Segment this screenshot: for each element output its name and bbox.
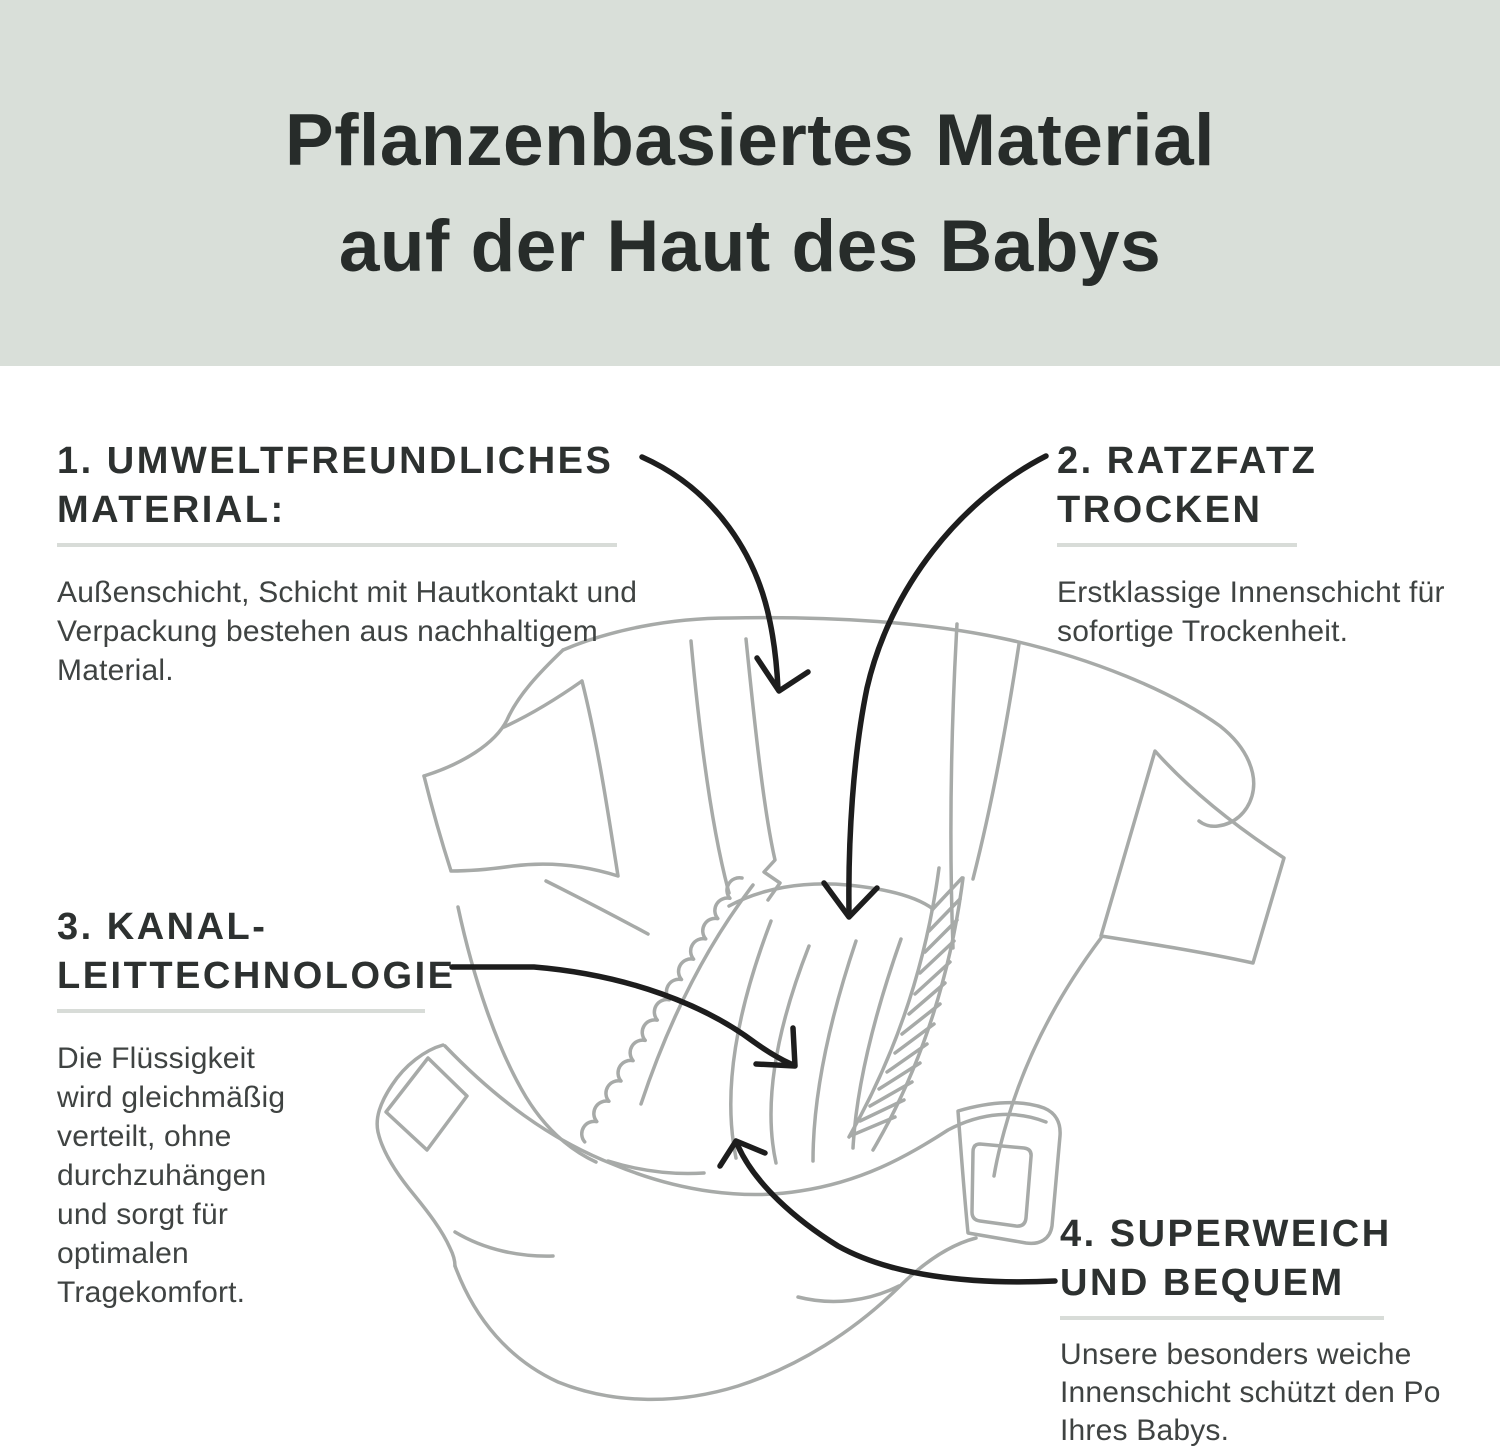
page-title-line-1: Pflanzenbasiertes Material [285,100,1215,181]
waistband-seam-right-a [951,624,957,948]
annotation-heading-line-2: LEITTECHNOLOGIE [57,955,456,997]
left-ruffle-scallops [582,878,742,1142]
page-title-line-2: auf der Haut des Babys [338,206,1162,287]
annotation-divider [57,543,617,547]
annotation-heading [57,903,456,1001]
right-fastener-tab [1101,751,1284,963]
annotation-heading-line-1: 3. KANAL- [57,906,268,948]
front-panel-top-edge [445,1046,1046,1195]
annotation-eco-material [57,437,657,690]
annotation-heading-line-2: UND BEQUEM [1060,1262,1345,1304]
annotation-heading [57,437,657,535]
callout-arrow-1-head [757,658,808,691]
waistband-seam-left-a [691,641,729,893]
annotation-divider [1060,1316,1384,1320]
waistband-seam-right-b [973,644,1019,879]
callout-arrow-2 [849,456,1046,914]
annotation-channel-technology [57,903,456,1312]
callout-arrow-1 [642,457,778,689]
annotation-divider [1057,543,1297,547]
core-channel-3 [813,941,856,1161]
callout-arrow-4 [738,1146,1055,1282]
front-right-tab-inner [972,1144,1031,1226]
right-cuff-inner-edge [849,868,939,1137]
front-panel-bottom-edge [455,1238,976,1399]
annotation-heading-line-2: MATERIAL: [57,489,286,531]
left-leg-edge [458,907,596,1162]
bottom-left-flap [377,1045,455,1266]
annotation-body: Die Flüssigkeit wird gleichmäßig verteilt, ohne durchzuhängen und sorgt für optimalen Tragekomfort. [57,1042,286,1309]
annotation-heading [1057,437,1462,535]
bottom-left-flap-patch [386,1058,467,1150]
right-leg-edge [994,938,1101,1176]
annotation-body: Unsere besonders weiche Innenschicht schützt den Po Ihres Babys. [1060,1338,1441,1447]
left-fastener-tab [424,681,618,876]
waistband-left-lobe-bottom [546,881,648,934]
annotation-heading-line-2: TROCKEN [1057,489,1263,531]
annotation-body: Erstklassige Innenschicht für sofortige Trockenheit. [1057,576,1445,648]
annotation-heading-line-1: 1. UMWELTFREUNDLICHES [57,440,614,482]
front-panel-crease-left [455,1232,553,1256]
annotation-quick-dry [1057,437,1462,651]
annotation-heading-line-1: 2. RATZFATZ [1057,440,1318,482]
annotation-heading [1060,1210,1455,1308]
annotation-divider [57,1009,425,1013]
annotation-soft-comfort [1060,1210,1455,1448]
annotation-body: Außenschicht, Schicht mit Hautkontakt und Verpackung bestehen aus nachhaltigem Material. [57,576,638,687]
annotation-heading-line-1: 4. SUPERWEICH [1060,1213,1392,1255]
